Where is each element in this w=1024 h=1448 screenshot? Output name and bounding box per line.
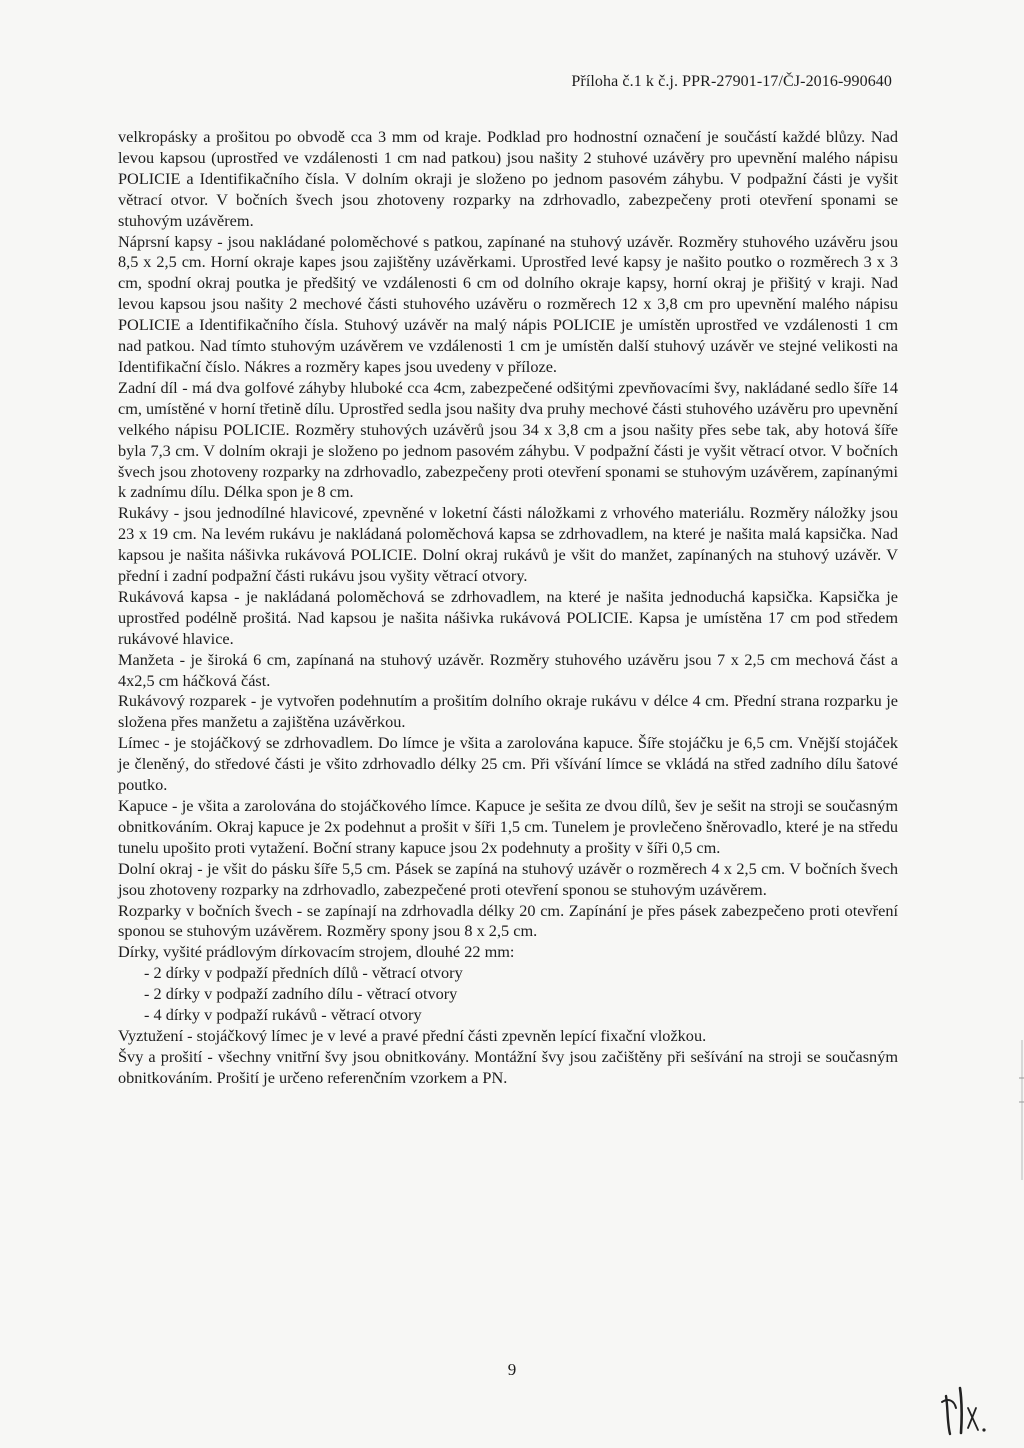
paragraph-bottom-edge: Dolní okraj - je všit do pásku šíře 5,5 cm. Pásek se zapíná na stuhový uzávěr o rozměrech 4 x 2,5 cm. V bočních švech jsou zhotoveny rozparky na zdrhovadlo, zabezpečené proti otevření sponou se stuhovým uzávěrem. — [118, 858, 898, 899]
paragraph-hood: Kapuce - je všita a zarolována do stojáčkového límce. Kapuce je sešita ze dvou dílů, šev je sešit na stroji se současným obnitkováním. Okraj kapuce je 2x podehnut a prošit v šíři 1,5 cm. Tunelem je provlečeno šněrovadlo, které je na středu tunelu upošito proti vytažení. Boční strany kapuce jsou 2x podehnuty a prošity v šíři 0,5 cm. — [118, 796, 898, 857]
paragraph-sleeves: Rukávy - jsou jednodílné hlavicové, zpevněné v loketní části náložkami z vrhového materiálu. Rozměry náložky jsou 23 x 19 cm. Na levém rukávu je nakládaná poloměchová kapsa se zdrhovadlem, na které je našita malá kapsička. Nad kapsou je našita nášivka rukávová POLICIE. Dolní okraj rukávů je všit do manžet, zapínaných na stuhový uzávěr. V přední i zadní podpažní části rukávu jsou vyšity větrací otvory. — [118, 503, 898, 586]
bullet-item: - 2 dírky v podpaží zadního dílu - větrací otvory — [144, 984, 458, 1004]
paragraph-back-panel: Zadní díl - má dva golfové záhyby hluboké cca 4cm, zabezpečené odšitými zpevňovacími švy, nakládané sedlo šíře 14 cm, umístěné v horní třetině dílu. Uprostřed sedla jsou našity dva pruhy mechové části stuhového uzávěru pro upevnění velkého nápisu POLICIE. Rozměry stuhových uzávěrů jsou 34 x 3,8 cm a jsou našity přes sebe tak, aby hotová šíře byla 7,3 cm. V dolním okraji je složeno po jednom pasovém záhybu. V podpažní části je vyšit větrací otvor. V bočních švech jsou zhotoveny rozparky na zdrhovadlo, zabezpečeny proti otevření sponami se stuhovým uzávěrem, zapínanými k zadnímu dílu. Délka spon je 8 cm. — [118, 377, 898, 502]
paragraph-side-slits: Rozparky v bočních švech - se zapínají na zdrhovadla délky 20 cm. Zapínání je přes pásek zabezpečeno proti otevření sponou se stuhovým uzávěrem. Rozměry spony jsou 8 x 2,5 cm. — [118, 900, 898, 941]
document-body — [118, 127, 898, 1089]
bullet-item: - 2 dírky v podpaží předních dílů - větrací otvory — [144, 963, 463, 983]
page-number: 9 — [507, 1360, 517, 1379]
paragraph-eyelets: Dírky, vyšité prádlovým dírkovacím strojem, dlouhé 22 mm: — [118, 942, 515, 962]
bullet-item: - 4 dírky v podpaží rukávů - větrací otvory — [144, 1005, 422, 1025]
handwritten-page-mark — [938, 1378, 998, 1438]
scan-edge-mark — [1014, 1040, 1024, 1180]
document-reference-header: Příloha č.1 k č.j. PPR-27901-17/ČJ-2016-990640 — [571, 73, 892, 90]
paragraph-intro: velkropásky a prošitou po obvodě cca 3 mm od kraje. Podklad pro hodnostní označení je součástí každé blůzy. Nad levou kapsou (uprostřed ve vzdálenosti 1 cm nad patkou) jsou našity 2 stuhové uzávěry pro upevnění malého nápisu POLICIE a Identifikačního čísla. V dolním okraji je složeno po jednom pasovém záhybu. V podpažní části je vyšit větrací otvor. V bočních švech jsou zhotoveny rozparky na zdrhovadlo, zabezpečeny proti otevření sponami se stuhovým uzávěrem. — [118, 127, 898, 230]
paragraph-chest-pockets: Náprsní kapsy - jsou nakládané poloměchové s patkou, zapínané na stuhový uzávěr. Rozměry stuhového uzávěru jsou 8,5 x 2,5 cm. Horní okraje kapes jsou zajištěny uzávěrkami. Uprostřed levé kapsy je našito poutko o rozměrech 3 x 3 cm, spodní okraj poutka je předšitý ve vzdálenosti 6 cm od dolního okraje kapsy, horní okraj je přišitý v kraji. Nad levou kapsou jsou našity 2 mechové části stuhového uzávěru o rozměrech 12 x 3,8 cm pro upevnění malého nápisu POLICIE a Identifikačního čísla. Stuhový uzávěr na malý nápis POLICIE je umístěn uprostřed ve vzdálenosti 1 cm nad patkou. Nad tímto stuhovým uzávěrem ve vzdálenosti 1 cm je umístěn další stuhový uzávěr ve stejné velikosti na Identifikační číslo. Nákres a rozměry kapes jsou uvedeny v příloze. — [118, 231, 898, 376]
paragraph-reinforcement: Vyztužení - stojáčkový límec je v levé a pravé přední části zpevněn lepící fixační vložkou. — [118, 1025, 707, 1045]
paragraph-collar: Límec - je stojáčkový se zdrhovadlem. Do límce je všita a zarolována kapuce. Šíře stojáčku je 6,5 cm. Vnější stojáček je členěný, do středové části je všito zdrhovadlo délky 25 cm. Při všívání límce se vkládá na střed zadního dílu šatové poutko. — [118, 733, 898, 795]
paragraph-seams: Švy a prošití - všechny vnitřní švy jsou obnitkovány. Montážní švy jsou začištěny při sešívání na stroji se současným obnitkováním. Prošití je určeno referenčním vzorkem a PN. — [118, 1046, 898, 1087]
paragraph-cuff: Manžeta - je široká 6 cm, zapínaná na stuhový uzávěr. Rozměry stuhového uzávěru jsou 7 x 2,5 cm mechová část a 4x2,5 cm háčková část. — [118, 649, 898, 690]
paragraph-sleeve-pocket: Rukávová kapsa - je nakládaná poloměchová se zdrhovadlem, na které je našita jednoduchá kapsička. Kapsička je uprostřed podélně prošitá. Nad kapsou je našita nášivka rukávová POLICIE. Kapsa je umístěna 17 cm pod středem rukávové hlavice. — [118, 586, 898, 648]
paragraph-sleeve-slit: Rukávový rozparek - je vytvořen podehnutím a prošitím dolního okraje rukávu v délce 4 cm. Přední strana rozparku je složena přes manžetu a zajištěna uzávěrkou. — [118, 691, 898, 732]
